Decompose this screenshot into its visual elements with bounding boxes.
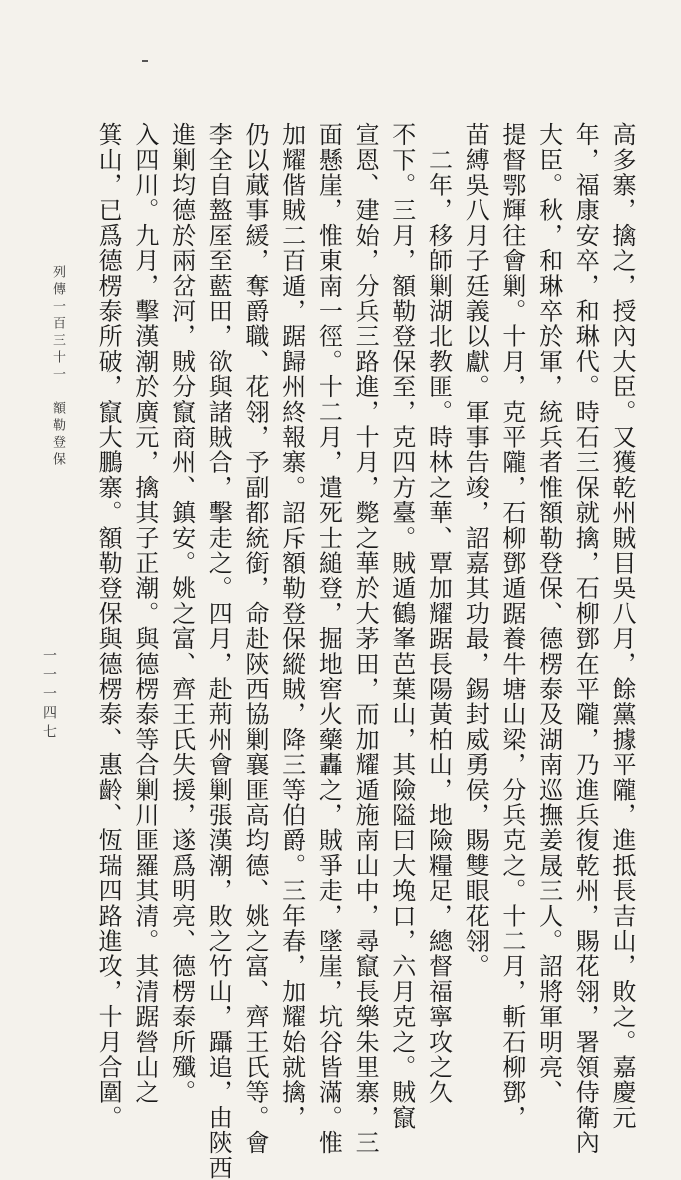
text-column: 面懸崖，惟東南一徑。十二月，遣死士縋登，掘地窖火藥轟之，賊爭走，墜崖，坑谷皆滿。惟 (314, 122, 343, 1156)
text-column: 不下。三月，額勒登保至，克四方臺。賊遁鶴峯芭葉山，其險隘曰大堍口，六月克之。賊竄 (387, 122, 416, 1130)
print-mark (142, 60, 148, 62)
text-column: 大臣。秋，和琳卒於軍，統兵者惟額勒登保、德楞泰及湖南巡撫姜晟三人。詔將軍明亮、 (534, 122, 563, 1105)
text-column: 宣恩、建始，分兵三路進，十月，斃之華於大茅田，而加耀遁施南山中，尋竄長樂朱里寨，三 (351, 122, 380, 1156)
text-column: 高多寨，擒之，授內大臣。又獲乾州賊目吳八月，餘黨據平隴，進抵長吉山，敗之。嘉慶元 (608, 122, 636, 1130)
text-column: 李全自盩厔至藍田，欲與諸賊合，擊走之。四月，赴荊州會剿張漢潮，敗之竹山，躡追，由陝西 (204, 122, 233, 1180)
page-number: 一一一四七 (41, 648, 57, 743)
running-header: 列傳一百三十一 額勒登保 (50, 265, 65, 469)
text-column: 提督鄂輝往會剿。十月，克平隴，石柳鄧遁踞養牛塘山梁，分兵克之。十二月，斬石柳鄧， (497, 122, 526, 1130)
text-column: 二年，移師剿湖北教匪。時林之華、覃加耀踞長陽黃柏山，地險糧足，總督福寧攻之久 (424, 122, 453, 1105)
text-column: 加耀偕賊二百遁，踞歸州終報寨。詔斥額勒登保縱賊，降三等伯爵。三年春，加耀始就擒， (277, 122, 306, 1130)
text-column: 箕山，已爲德楞泰所破，竄大鵬寨。額勒登保與德楞泰、惠齡、恆瑞四路進攻，十月合圍。 (94, 122, 123, 1130)
text-column: 仍以蕆事緩，奪爵職、花翎，予副都統銜，命赴陝西協剿襄匪高均德、姚之富、齊王氏等。會 (240, 122, 269, 1156)
main-text (94, 122, 640, 1180)
text-column: 年，福康安卒，和琳代。時石三保就擒，石柳鄧在平隴，乃進兵復乾州，賜花翎，署領侍衛內 (571, 122, 600, 1156)
text-column: 苗縛吳八月子廷義以獻。軍事告竣，詔嘉其功最，錫封威勇侯，賜雙眼花翎。 (461, 122, 490, 979)
text-column: 入四川。九月，擊漢潮於廣元，擒其子正潮。與德楞泰等合剿川匪羅其清。其清踞營山之 (130, 122, 159, 1105)
text-column: 進剿均德於兩岔河，賊分竄商州、鎮安。姚之富、齊王氏失援，遂爲明亮、德楞泰所殲。 (167, 122, 196, 1105)
